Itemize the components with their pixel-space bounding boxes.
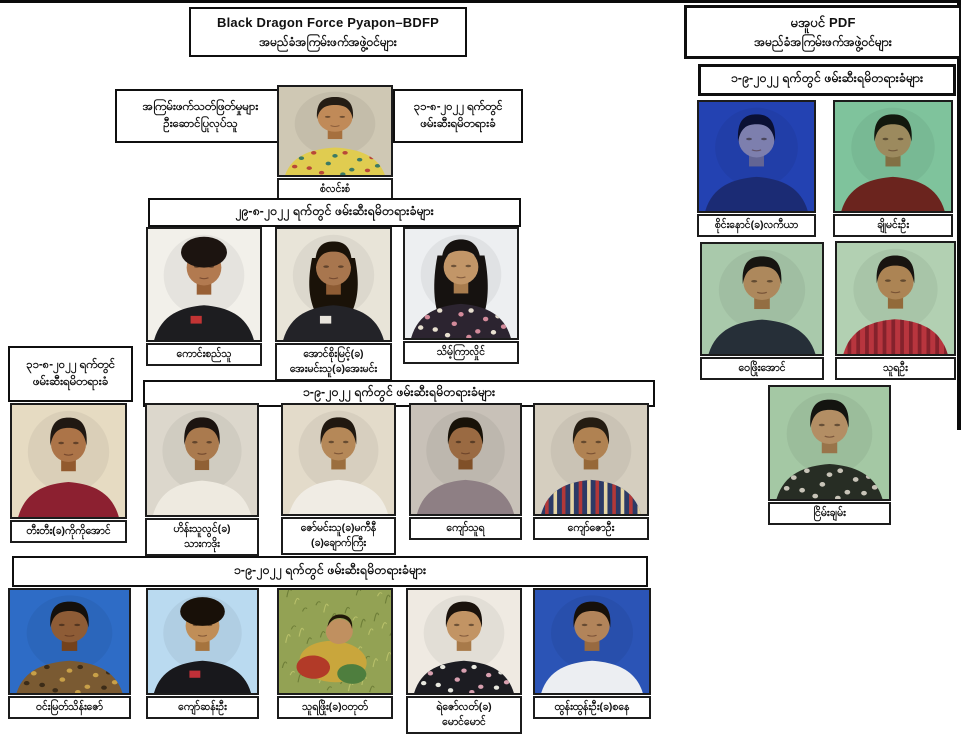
suspect-name-label: ဝင်းမြတ်သိန်းဇော်	[8, 696, 131, 719]
mugshot-image	[835, 102, 951, 211]
suspect-photo	[768, 385, 891, 519]
mugshot-image	[535, 590, 649, 693]
suspect-name-label: သိမ့်ကြာလှိုင်	[403, 341, 519, 364]
right-border-rule	[957, 0, 961, 430]
mugshot-image	[837, 243, 954, 354]
suspect-photo	[697, 100, 816, 231]
suspect-photo	[281, 403, 396, 550]
mugshot-image	[147, 405, 257, 515]
suspect-name-label: စိုင်းနောင်(ခ)လကီယာ	[697, 214, 816, 237]
mugshot-image	[10, 590, 129, 693]
suspect-photo	[406, 588, 522, 729]
org-right-box	[684, 5, 961, 59]
suspect-name-label: ဇော်မင်းသူ(ခ)မကီနီ (ခ)ချောက်ကြီး	[281, 517, 396, 555]
mugshot-image	[411, 405, 520, 514]
mugshot-image	[12, 405, 125, 517]
suspect-name-label: ကောင်းစည်သူ	[146, 343, 262, 366]
suspect-photo	[835, 241, 956, 374]
suspect-photo-leader	[277, 85, 393, 195]
suspect-name-label: ရဲဇော်လတ်(ခ) မောင်မောင်	[406, 696, 522, 734]
section-header-sep1-mid: ၁-၉-၂၀၂၂ ရက်တွင် ဖမ်းဆီးရမိတရားခံများ	[143, 380, 655, 407]
suspect-name-label: တီးတီး(ခ)ကိုကိုအောင်	[10, 520, 127, 543]
suspect-photo	[145, 403, 259, 551]
suspect-name-label: ဝေဖြိုးအောင်	[700, 357, 824, 380]
leader-role-box: အကြမ်းဖက်သတ်ဖြတ်မှုများ ဦးဆောင်ပြုလုပ်သူ	[115, 89, 286, 143]
org-left-box	[189, 7, 467, 57]
mugshot-image	[699, 102, 814, 211]
section-header-aug31: ၃၁-၈-၂၀၂၂ ရက်တွင် ဖမ်းဆီးရမိတရားခံ	[8, 346, 133, 402]
suspect-photo	[146, 588, 259, 713]
mugshot-image	[535, 405, 647, 514]
mugshot-image	[277, 229, 390, 340]
suspect-photo	[275, 227, 392, 376]
mugshot-image	[279, 87, 391, 175]
mugshot-image	[405, 229, 517, 338]
suspect-photo	[700, 242, 824, 374]
mugshot-image	[283, 405, 394, 514]
suspect-name-label: သူရဖြိုး(ခ)ဝတုတ်	[277, 696, 393, 719]
suspect-photo	[833, 100, 953, 231]
outdoor-body-image	[279, 590, 391, 693]
top-border-rule	[0, 0, 961, 3]
org-right-subtitle: အမည်ခံအကြမ်းဖက်အဖွဲ့ဝင်များ	[754, 34, 892, 49]
mugshot-image	[148, 229, 260, 340]
org-left-subtitle: အမည်ခံအကြမ်းဖက်အဖွဲ့ဝင်များ	[259, 34, 397, 49]
right-panel-section-header: ၁-၉-၂၀၂၂ ရက်တွင် ဖမ်းဆီးရမိတရားခံများ	[698, 64, 956, 96]
suspect-name-label: ကျော်သူရ	[409, 517, 522, 540]
suspect-photo	[146, 227, 262, 360]
mugshot-image	[770, 387, 889, 499]
suspect-name-label: အောင်စိုးမြင့်(ခ) အေးမင်းသူ(ခ)အေးမင်း	[275, 343, 392, 381]
suspect-name-label: ကျော်ဇောဦး	[533, 517, 649, 540]
suspect-photo	[403, 227, 519, 358]
suspect-name-label: ထွန်းထွန်းဦး(ခ)စနေ	[533, 696, 651, 719]
suspect-photo	[533, 403, 649, 534]
mugshot-image	[702, 244, 822, 354]
suspect-name-label: သူရဦး	[835, 357, 956, 380]
suspect-photo	[8, 588, 131, 713]
suspect-photo	[409, 403, 522, 534]
section-header-sep1-bottom: ၁-၉-၂၀၂၂ ရက်တွင် ဖမ်းဆီးရမိတရားခံများ	[12, 556, 648, 587]
suspect-photo	[533, 588, 651, 713]
section-header-aug29: ၂၉-၈-၂၀၂၂ ရက်တွင် ဖမ်းဆီးရမိတရားခံများ	[148, 198, 521, 227]
suspect-name-label: ကျော်ဆန်းဦး	[146, 696, 259, 719]
leader-arrest-box: ၃၁-၈-၂၀၂၂ ရက်တွင် ဖမ်းဆီးရမိတရားခံ	[393, 89, 523, 143]
mugshot-image	[148, 590, 257, 693]
suspect-photo-deceased	[277, 588, 393, 713]
suspect-name-label: ငြိမ်းချမ်း	[768, 502, 891, 525]
suspect-name-label: စံလင်းစံ	[277, 178, 393, 201]
suspect-name-label: ချိုမင်းဦး	[833, 214, 953, 237]
suspect-photo	[10, 403, 127, 537]
org-right-title: မအူပင် PDF	[790, 15, 856, 31]
suspect-name-label: ဟိန်းသူလွင်(ခ) သားကဒိုး	[145, 518, 259, 556]
org-left-title: Black Dragon Force Pyapon–BDFP	[217, 15, 439, 31]
mugshot-image	[408, 590, 520, 693]
